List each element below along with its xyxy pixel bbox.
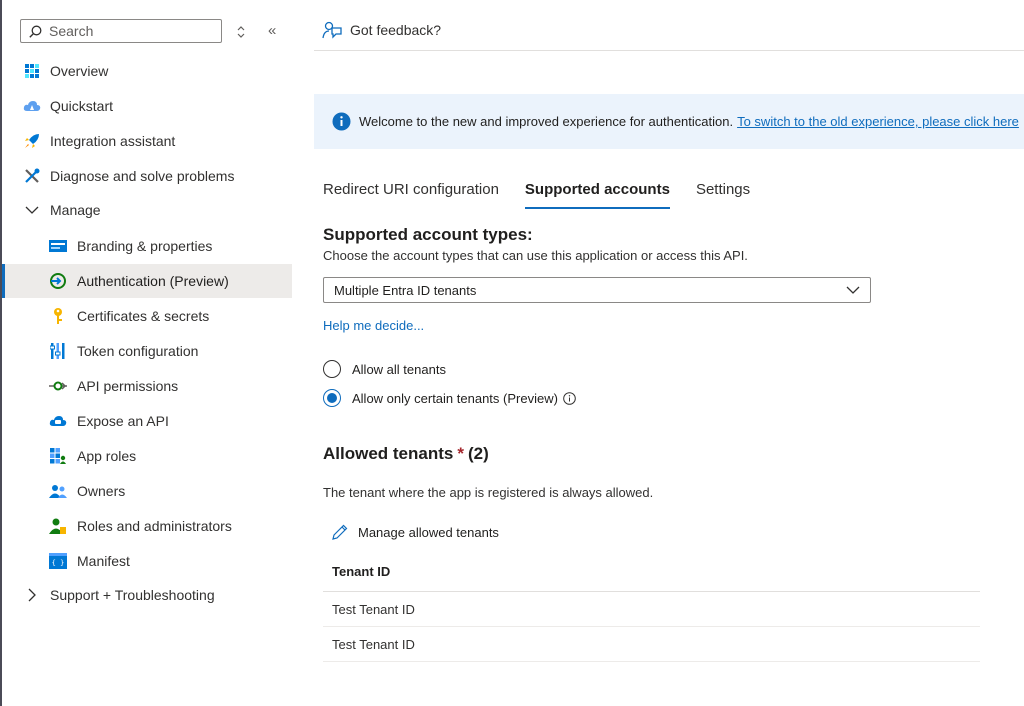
info-banner [314,94,1024,149]
info-circle-icon[interactable] [563,392,576,405]
sidebar-item-label: App roles [77,448,137,464]
feedback-label: Got feedback? [350,22,442,38]
radio-circle[interactable] [323,360,341,378]
chevron-down-icon [846,286,860,295]
switch-old-experience-link[interactable]: To switch to the old experience, please click here [737,114,1019,129]
required-mark: * [457,444,464,463]
sidebar-item-label: Certificates & secrets [77,308,210,324]
table-row: Test Tenant ID [323,627,980,662]
sidebar-item-roles-administrators[interactable] [2,509,292,543]
sidebar-item-label: Support + Troubleshooting [50,587,215,603]
cloud-icon [22,96,42,116]
allowed-tenants-count: (2) [467,444,489,463]
double-chevron-left-icon: « [268,22,277,39]
info-icon [332,112,351,131]
tab-bar [323,180,776,210]
sidebar-item-overview[interactable] [2,54,292,88]
chevron-down-icon [22,200,42,220]
rocket-icon [22,131,42,151]
sidebar [2,0,294,706]
sidebar-item-label: Diagnose and solve problems [50,168,235,184]
allowed-tenants-title [323,444,489,464]
help-me-decide-link[interactable]: Help me decide... [323,318,425,333]
owners-icon [48,481,68,501]
pencil-icon [331,523,349,541]
sidebar-group-manage[interactable] [2,193,292,227]
tab-supported-accounts[interactable]: Supported accounts [525,180,670,210]
token-icon [48,341,68,361]
search-icon [29,25,42,38]
search-placeholder: Search [49,23,94,39]
radio-allow-certain-tenants[interactable] [323,389,576,407]
sidebar-item-label: Manage [50,202,101,218]
radio-label: Allow all tenants [352,361,446,377]
supported-account-types-title: Supported account types: [323,225,533,244]
sidebar-item-label: Authentication (Preview) [77,273,229,289]
sidebar-item-token-configuration[interactable] [2,334,292,368]
sidebar-item-diagnose[interactable] [2,159,292,193]
radio-circle-selected[interactable] [323,389,341,407]
sidebar-item-app-roles[interactable] [2,439,292,473]
api-permissions-icon [48,376,68,396]
sort-button[interactable] [234,24,248,40]
app-roles-icon [48,446,68,466]
manage-allowed-tenants-button[interactable] [331,523,499,541]
svg-text:{ }: { } [51,559,65,567]
sidebar-item-quickstart[interactable] [2,89,292,123]
manage-allowed-tenants-label: Manage allowed tenants [358,524,499,540]
sidebar-item-expose-api[interactable] [2,404,292,438]
key-icon [48,306,68,326]
chevron-right-icon [22,585,42,605]
collapse-sidebar-button[interactable] [268,23,282,39]
sidebar-item-label: Token configuration [77,343,199,359]
sidebar-item-label: Expose an API [77,413,169,429]
sidebar-item-certificates[interactable] [2,299,292,333]
feedback-icon [322,20,342,40]
sidebar-item-label: Owners [77,483,126,499]
sidebar-item-label: Integration assistant [50,133,176,149]
header-divider [314,50,1024,51]
sidebar-item-label: API permissions [77,378,179,394]
sidebar-item-label: Roles and administrators [77,518,232,534]
table-row: Test Tenant ID [323,592,980,627]
sidebar-item-owners[interactable] [2,474,292,508]
sidebar-item-api-permissions[interactable] [2,369,292,403]
search-input[interactable] [20,19,222,43]
dropdown-value: Multiple Entra ID tenants [334,282,477,298]
sidebar-item-label: Branding & properties [77,238,213,254]
supported-account-types-description: Choose the account types that can use this application or access this API. [323,248,748,263]
grid-icon [22,61,42,81]
sidebar-item-label: Manifest [77,553,130,569]
account-type-dropdown[interactable] [323,277,871,303]
sidebar-item-label: Overview [50,63,109,79]
allowed-tenants-label: Allowed tenants [323,444,454,463]
roles-admin-icon [48,516,68,536]
up-down-chevron-icon [234,24,248,40]
banner-message: Welcome to the new and improved experience for authentication. [359,114,734,129]
tab-redirect-uri[interactable]: Redirect URI configuration [323,181,499,198]
main-content [314,0,1024,706]
allowed-tenants-table [323,556,980,662]
allowed-tenants-description: The tenant where the app is registered is always allowed. [323,485,654,500]
radio-label: Allow only certain tenants (Preview) [352,390,558,406]
feedback-button[interactable] [322,20,441,40]
radio-allow-all-tenants[interactable] [323,360,446,378]
cloud-api-icon [48,411,68,431]
sidebar-item-manifest[interactable] [2,544,292,578]
sidebar-item-integration-assistant[interactable] [2,124,292,158]
branding-icon [48,236,68,256]
column-header-tenant-id: Tenant ID [323,556,980,592]
sidebar-group-support[interactable] [2,578,292,612]
manifest-icon [48,551,68,571]
sidebar-item-authentication[interactable] [2,264,292,298]
wrench-icon [22,166,42,186]
authentication-icon [48,271,68,291]
sidebar-item-branding[interactable] [2,229,292,263]
tab-settings[interactable]: Settings [695,181,751,198]
sidebar-item-label: Quickstart [50,98,114,114]
